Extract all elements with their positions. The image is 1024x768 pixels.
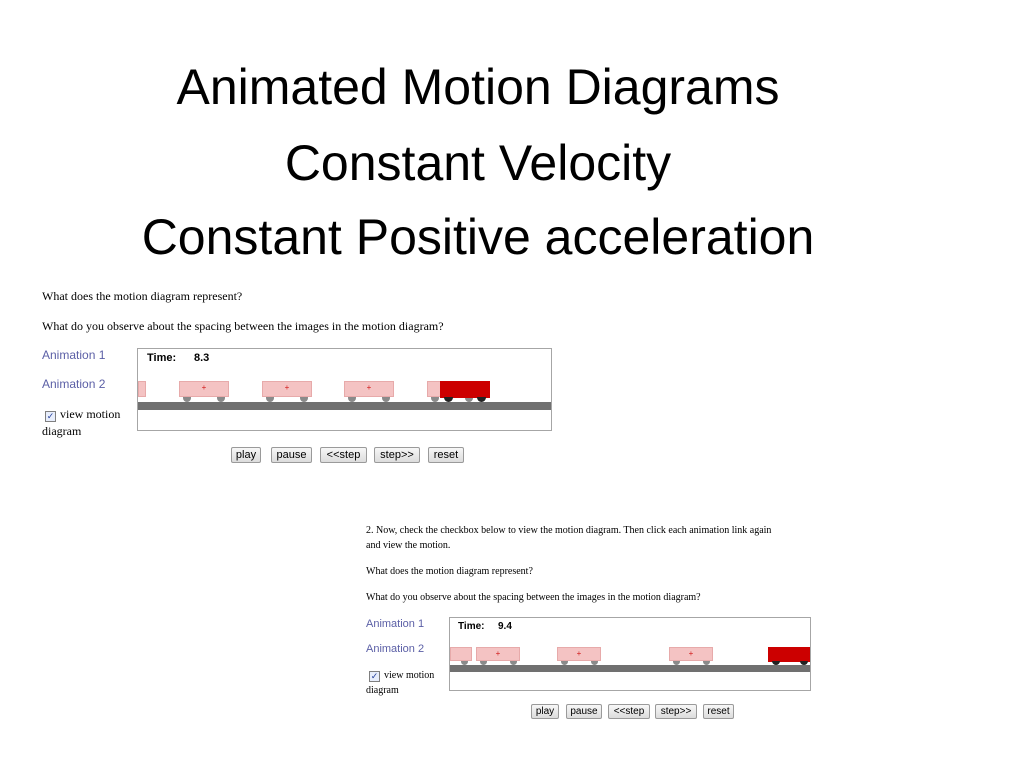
view-motion-diagram-checkbox[interactable]	[45, 411, 56, 422]
animation-2-link[interactable]: Animation 2	[42, 377, 106, 391]
time-label: Time:	[458, 621, 485, 632]
instruction-line-2: and view the motion.	[366, 540, 451, 551]
slide-title-line-2: Constant Velocity	[284, 135, 672, 191]
plus-icon: +	[201, 383, 207, 392]
question-what-represent: What does the motion diagram represent?	[366, 566, 533, 577]
motion-diagram-car-image	[344, 381, 394, 397]
track	[138, 402, 551, 410]
animation-2-link[interactable]: Animation 2	[366, 643, 425, 655]
motion-diagram-car-image	[669, 647, 713, 661]
reset-button[interactable]: reset	[428, 447, 464, 463]
motion-diagram-car-image	[179, 381, 229, 397]
pause-button[interactable]: pause	[271, 447, 312, 463]
slide-title-line-1: Animated Motion Diagrams	[176, 59, 780, 115]
check-mark-icon: ✓	[46, 411, 55, 421]
time-value: 8.3	[194, 352, 210, 364]
motion-diagram-car-image	[557, 647, 601, 661]
play-button[interactable]: play	[231, 447, 261, 463]
animation-1-link[interactable]: Animation 1	[42, 348, 106, 362]
checkbox-label-line-1: view motion	[60, 407, 121, 421]
step-back-button[interactable]: <<step	[320, 447, 367, 463]
plus-icon: +	[495, 649, 501, 658]
checkbox-label-line-2: diagram	[366, 685, 399, 696]
plus-icon: +	[366, 383, 372, 392]
time-value: 9.4	[498, 621, 512, 632]
time-label: Time:	[147, 352, 177, 364]
animation-1-link[interactable]: Animation 1	[366, 618, 425, 630]
track	[450, 665, 810, 672]
view-motion-diagram-checkbox-row[interactable]	[42, 406, 121, 440]
checkbox-label-line-1: view motion	[384, 670, 435, 681]
current-car	[440, 381, 490, 398]
check-mark-icon: ✓	[370, 671, 379, 681]
plus-icon: +	[688, 649, 694, 658]
view-motion-diagram-checkbox-row[interactable]	[366, 668, 435, 698]
motion-diagram-car-image	[476, 647, 520, 661]
step-back-button[interactable]: <<step	[608, 704, 650, 719]
motion-diagram-car-image	[262, 381, 312, 397]
question-spacing: What do you observe about the spacing between the images in the motion diagram?	[366, 592, 701, 603]
play-button[interactable]: play	[531, 704, 559, 719]
step-forward-button[interactable]: step>>	[655, 704, 697, 719]
instruction-line-1: 2. Now, check the checkbox below to view the motion diagram. Then click each animation link again	[366, 525, 772, 536]
checkbox-label-line-2: diagram	[42, 424, 82, 438]
question-spacing: What do you observe about the spacing between the images in the motion diagram?	[42, 319, 444, 333]
view-motion-diagram-checkbox[interactable]	[369, 671, 380, 682]
slide-title-line-3: Constant Positive acceleration	[141, 209, 815, 265]
plus-icon: +	[284, 383, 290, 392]
animation-panel	[137, 348, 552, 431]
question-what-represent: What does the motion diagram represent?	[42, 289, 243, 303]
motion-diagram-car-image	[450, 647, 472, 661]
step-forward-button[interactable]: step>>	[374, 447, 420, 463]
plus-icon: +	[576, 649, 582, 658]
motion-diagram-car-image	[138, 381, 146, 397]
current-car	[768, 647, 810, 662]
pause-button[interactable]: pause	[566, 704, 602, 719]
animation-panel	[449, 617, 811, 691]
reset-button[interactable]: reset	[703, 704, 734, 719]
